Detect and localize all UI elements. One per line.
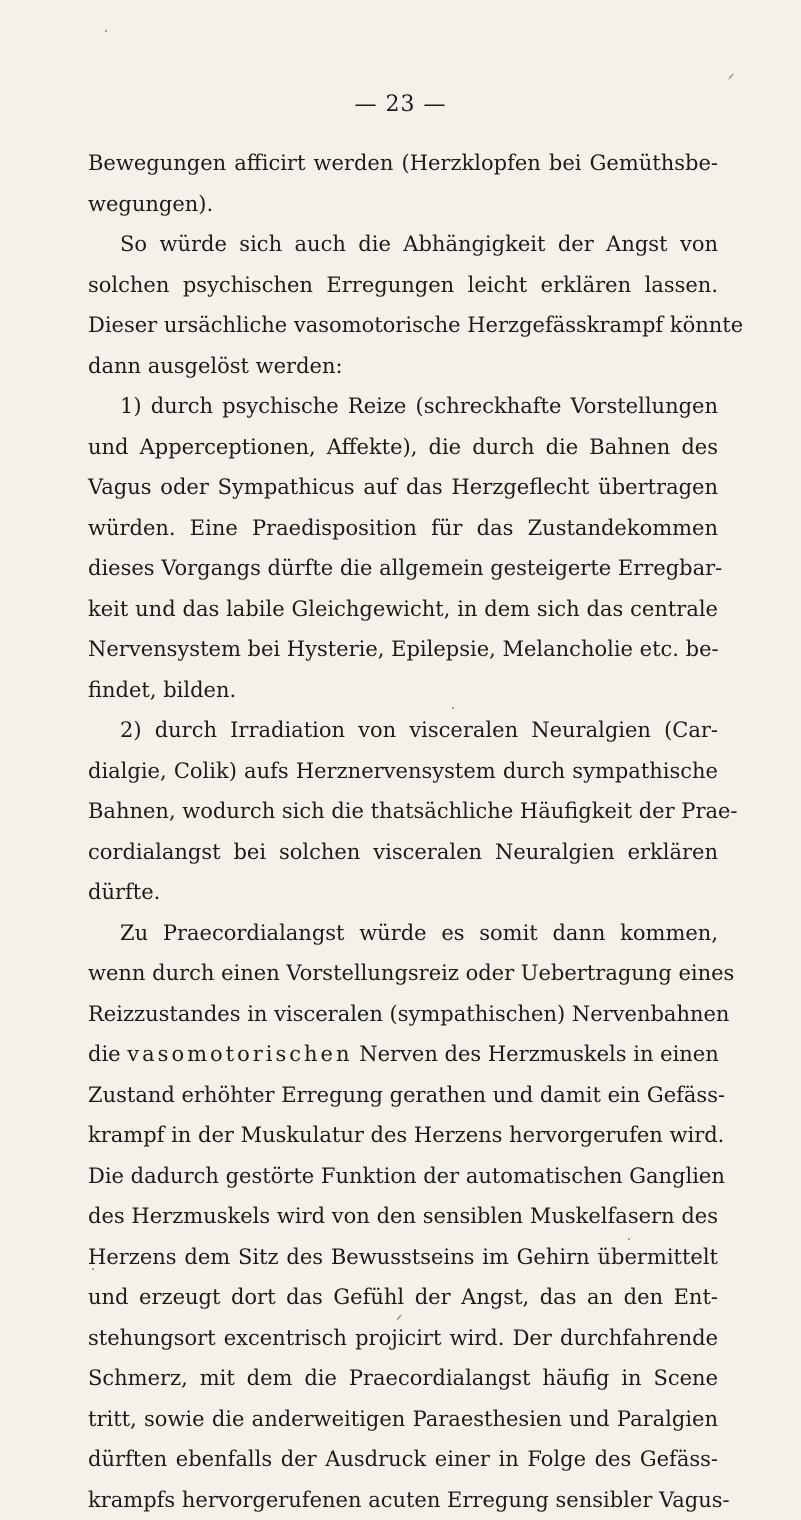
text-line: So würde sich auch die Abhängigkeit der Angst von [88, 224, 718, 265]
text-line: dürfte. [88, 872, 718, 913]
text-line: cordialangst bei solchen visceralen Neuralgien erklären [88, 832, 718, 873]
paper-speck [92, 1268, 94, 1270]
text-line: wenn durch einen Vorstellungsreiz oder Uebertragung eines [88, 953, 718, 994]
text-segment: Nerven des Herzmuskels in einen [359, 1042, 719, 1066]
paper-speck [628, 1238, 630, 1240]
text-line: 1) durch psychische Reize (schreckhafte Vorstellungen [88, 386, 718, 427]
text-line: und erzeugt dort das Gefühl der Angst, das an den Ent- [88, 1277, 718, 1318]
text-segment: die [88, 1042, 121, 1066]
text-line: Bewegungen afficirt werden (Herzklopfen bei Gemüthsbe- [88, 143, 718, 184]
text-line: Reizzustandes in visceralen (sympathischen) Nervenbahnen [88, 994, 718, 1035]
emphasized-word: vasomotorischen [127, 1042, 352, 1066]
margin-mark [728, 73, 734, 80]
text-line: des Herzmuskels wird von den sensiblen Muskelfasern des [88, 1196, 718, 1237]
text-line: Schmerz, mit dem die Praecordialangst häufig in Scene [88, 1358, 718, 1399]
text-line: solchen psychischen Erregungen leicht erklären lassen. [88, 265, 718, 306]
text-line: Nervensystem bei Hysterie, Epilepsie, Melancholie etc. be- [88, 629, 718, 670]
page-number: — 23 — [0, 92, 801, 117]
text-line: Dieser ursächliche vasomotorische Herzgefässkrampf könnte [88, 305, 718, 346]
text-line: Zu Praecordialangst würde es somit dann kommen, [88, 913, 718, 954]
text-line: wegungen). [88, 184, 718, 225]
text-line: dieses Vorgangs dürfte die allgemein gesteigerte Erregbar- [88, 548, 718, 589]
text-line: und Apperceptionen, Affekte), die durch die Bahnen des [88, 427, 718, 468]
text-line: dürften ebenfalls der Ausdruck einer in Folge des Gefäss- [88, 1439, 718, 1480]
text-line: tritt, sowie die anderweitigen Paraesthesien und Paralgien [88, 1399, 718, 1440]
text-line: 2) durch Irradiation von visceralen Neuralgien (Car- [88, 710, 718, 751]
paper-speck [105, 30, 107, 32]
text-line: krampfs hervorgerufenen acuten Erregung sensibler Vagus- [88, 1480, 718, 1520]
text-line: dialgie, Colik) aufs Herznervensystem durch sympathische [88, 751, 718, 792]
text-line: Bahnen, wodurch sich die thatsächliche Häufigkeit der Prae- [88, 791, 718, 832]
text-line: Herzens dem Sitz des Bewusstseins im Gehirn übermittelt [88, 1237, 718, 1278]
text-line: Zustand erhöhter Erregung gerathen und damit ein Gefäss- [88, 1075, 718, 1116]
text-line: würden. Eine Praedisposition für das Zustandekommen [88, 508, 718, 549]
text-line: Vagus oder Sympathicus auf das Herzgeflecht übertragen [88, 467, 718, 508]
text-line: findet, bilden. [88, 670, 718, 711]
text-line: stehungsort excentrisch projicirt wird. Der durchfahrende [88, 1318, 718, 1359]
text-line: keit und das labile Gleichgewicht, in dem sich das centrale [88, 589, 718, 630]
text-line: dann ausgelöst werden: [88, 346, 718, 387]
paper-speck [452, 707, 454, 709]
text-line [88, 1034, 718, 1075]
body-text [88, 143, 718, 1520]
text-line: Die dadurch gestörte Funktion der automatischen Ganglien [88, 1156, 718, 1197]
text-line: krampf in der Muskulatur des Herzens hervorgerufen wird. [88, 1115, 718, 1156]
